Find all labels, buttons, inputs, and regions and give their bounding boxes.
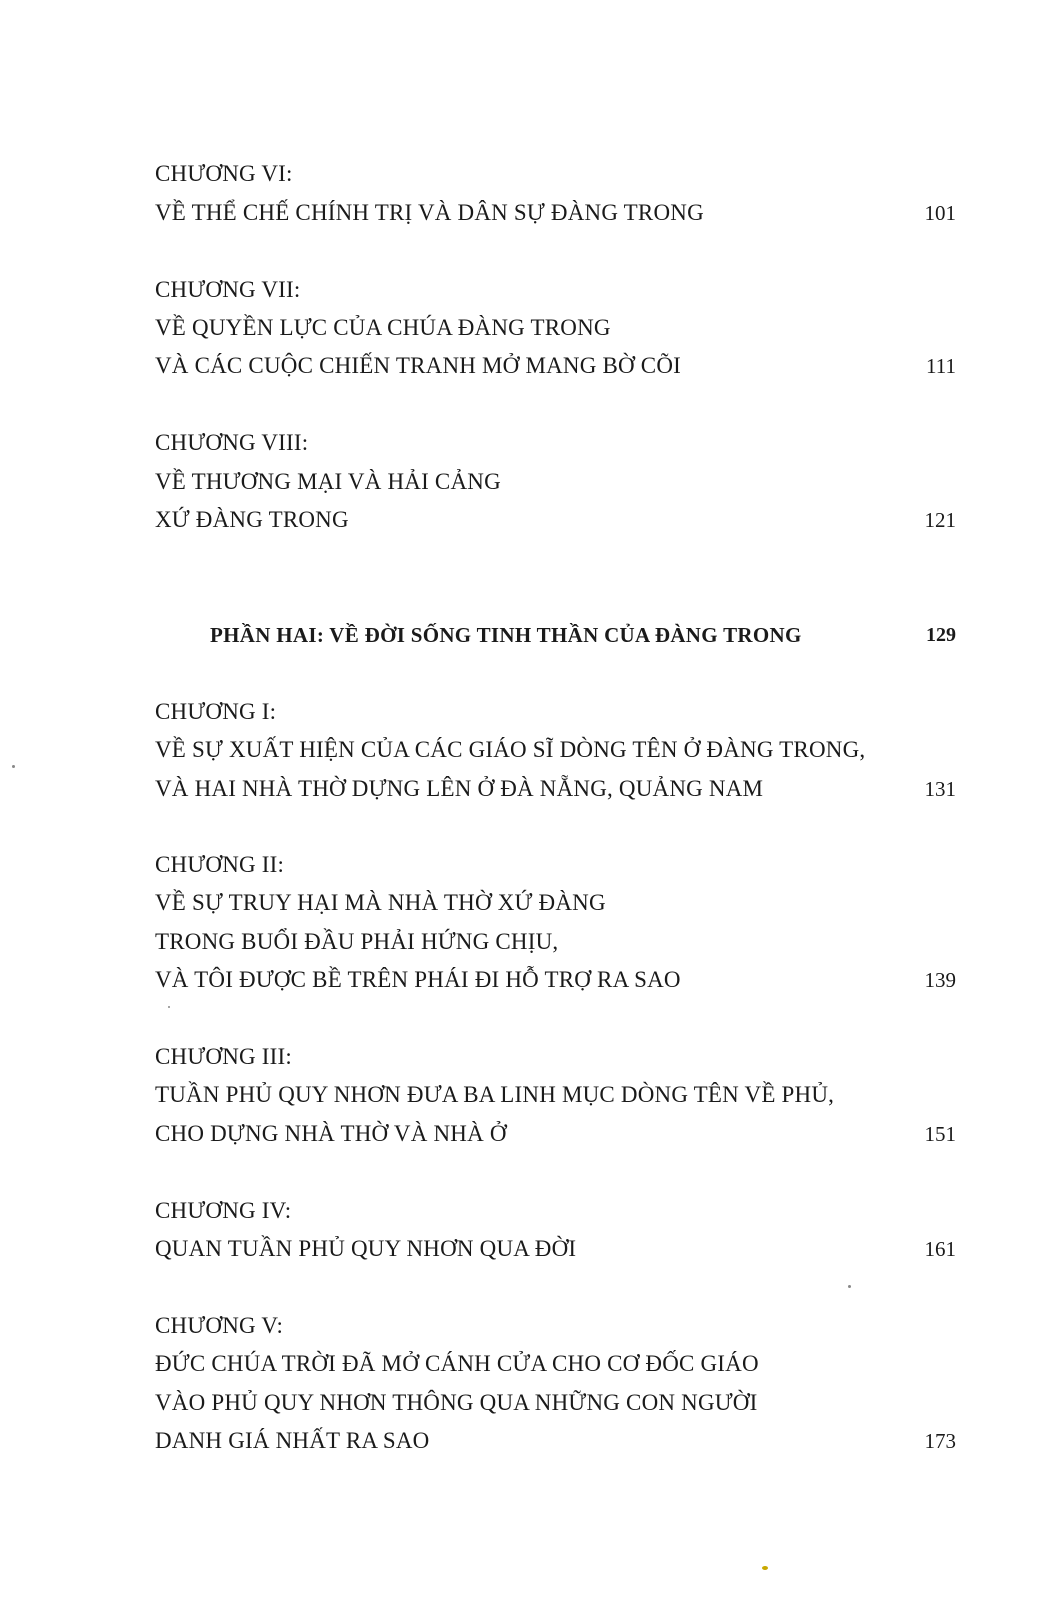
- chapter-heading: CHƯƠNG VII:: [155, 277, 301, 302]
- chapter-title-line: VỀ THỂ CHẾ CHÍNH TRỊ VÀ DÂN SỰ ĐÀNG TRONG: [155, 200, 704, 225]
- scan-speck: [848, 1285, 851, 1288]
- chapter-title-line: VỀ QUYỀN LỰC CỦA CHÚA ĐÀNG TRONG: [155, 315, 611, 340]
- chapter-title-line: CHO DỰNG NHÀ THỜ VÀ NHÀ Ở: [155, 1121, 507, 1146]
- chapter-title-line: VÀ CÁC CUỘC CHIẾN TRANH MỞ MANG BỜ CÕI: [155, 353, 681, 378]
- page-number: 151: [924, 1122, 956, 1146]
- chapter-heading: CHƯƠNG IV:: [155, 1198, 292, 1223]
- page-number: 173: [924, 1429, 956, 1453]
- part-page-number: 129: [926, 624, 956, 646]
- chapter-heading: CHƯƠNG VI:: [155, 161, 293, 186]
- page-number: 111: [926, 354, 956, 378]
- chapter-title-line: VỀ SỰ XUẤT HIỆN CỦA CÁC GIÁO SĨ DÒNG TÊN Ở ĐÀNG TRONG,: [155, 737, 866, 762]
- chapter-heading: CHƯƠNG III:: [155, 1044, 292, 1069]
- chapter-title-line: VÀ HAI NHÀ THỜ DỰNG LÊN Ở ĐÀ NẴNG, QUẢNG NAM: [155, 776, 764, 801]
- chapter-title-line: ĐỨC CHÚA TRỜI ĐÃ MỞ CÁNH CỬA CHO CƠ ĐỐC GIÁO: [155, 1351, 759, 1376]
- chapter-title-line: VÀ TÔI ĐƯỢC BỀ TRÊN PHÁI ĐI HỖ TRỢ RA SAO: [155, 967, 681, 992]
- chapter-title-line: VỀ SỰ TRUY HẠI MÀ NHÀ THỜ XỨ ĐÀNG: [155, 890, 606, 915]
- page-number: 131: [924, 777, 956, 801]
- chapter-title-line: VỀ THƯƠNG MẠI VÀ HẢI CẢNG: [155, 469, 501, 494]
- page-number: 101: [924, 201, 956, 225]
- chapter-heading: CHƯƠNG VIII:: [155, 430, 309, 455]
- page-number: 161: [924, 1237, 956, 1261]
- chapter-heading: CHƯƠNG V:: [155, 1313, 284, 1338]
- chapter-title-line: QUAN TUẦN PHỦ QUY NHƠN QUA ĐỜI: [155, 1236, 577, 1261]
- part-title: PHẦN HAI: VỀ ĐỜI SỐNG TINH THẦN CỦA ĐÀNG TRONG: [210, 623, 802, 647]
- chapter-title-line: VÀO PHỦ QUY NHƠN THÔNG QUA NHỮNG CON NGƯỜI: [155, 1390, 758, 1415]
- chapter-title-line: DANH GIÁ NHẤT RA SAO: [155, 1428, 430, 1453]
- chapter-heading: CHƯƠNG I:: [155, 699, 277, 724]
- scan-speck: [168, 1006, 170, 1008]
- chapter-title-line: TRONG BUỔI ĐẦU PHẢI HỨNG CHỊU,: [155, 929, 559, 954]
- chapter-title-line: XỨ ĐÀNG TRONG: [155, 507, 349, 532]
- scan-speck: [12, 765, 15, 768]
- page-number: 139: [924, 968, 956, 992]
- scan-speck: [762, 1566, 768, 1570]
- chapter-heading: CHƯƠNG II:: [155, 852, 285, 877]
- chapter-title-line: TUẦN PHỦ QUY NHƠN ĐƯA BA LINH MỤC DÒNG TÊN VỀ PHỦ,: [155, 1082, 835, 1107]
- page-number: 121: [924, 508, 956, 532]
